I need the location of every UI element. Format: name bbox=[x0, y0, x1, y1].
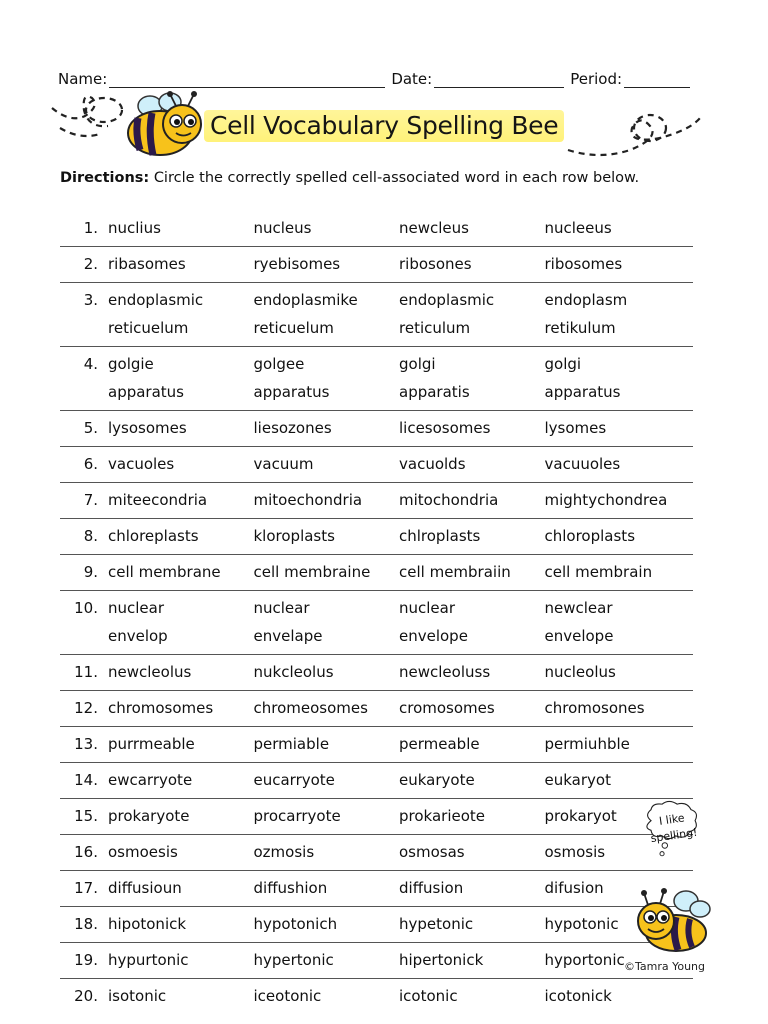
word-text: chromosones bbox=[544, 699, 645, 717]
word-option[interactable] bbox=[545, 658, 691, 686]
period-field[interactable] bbox=[624, 69, 690, 88]
word-option[interactable] bbox=[108, 414, 254, 442]
word-row bbox=[60, 247, 693, 283]
word-text: ribasomes bbox=[108, 255, 186, 273]
word-text: vacuolds bbox=[399, 455, 466, 473]
word-option[interactable] bbox=[254, 350, 400, 406]
word-option[interactable] bbox=[254, 250, 400, 278]
word-option[interactable] bbox=[545, 522, 691, 550]
word-row bbox=[60, 591, 693, 655]
word-text: golgi bbox=[399, 355, 436, 373]
word-option[interactable] bbox=[545, 414, 691, 442]
name-field[interactable] bbox=[109, 69, 385, 88]
row-number: 19. bbox=[74, 951, 98, 969]
word-option[interactable] bbox=[108, 730, 254, 758]
word-text: cell membrane bbox=[108, 563, 221, 581]
word-text: procarryote bbox=[253, 807, 341, 825]
word-text: chlroplasts bbox=[399, 527, 481, 545]
word-option[interactable] bbox=[399, 838, 545, 866]
word-text: difusion bbox=[544, 879, 604, 897]
word-option[interactable] bbox=[399, 730, 545, 758]
word-row bbox=[60, 871, 693, 907]
word-option[interactable] bbox=[254, 486, 400, 514]
word-text: osmosis bbox=[544, 843, 606, 861]
word-text: apparatus bbox=[108, 383, 184, 401]
word-option[interactable] bbox=[108, 982, 254, 1010]
word-text: permeable bbox=[399, 735, 480, 753]
word-option[interactable] bbox=[399, 982, 545, 1010]
word-option[interactable] bbox=[108, 874, 254, 902]
word-text: chromosomes bbox=[108, 699, 214, 717]
word-option[interactable] bbox=[545, 250, 691, 278]
word-text: icotonick bbox=[544, 987, 612, 1005]
word-text: miteecondria bbox=[108, 491, 208, 509]
word-text: mitochondria bbox=[399, 491, 499, 509]
row-number: 15. bbox=[74, 807, 98, 825]
word-option[interactable] bbox=[254, 982, 400, 1010]
word-row bbox=[60, 555, 693, 591]
word-option[interactable] bbox=[399, 250, 545, 278]
word-text: diffushion bbox=[253, 879, 328, 897]
word-row bbox=[60, 655, 693, 691]
word-text: prokarieote bbox=[399, 807, 486, 825]
word-row bbox=[60, 447, 693, 483]
word-option[interactable] bbox=[254, 658, 400, 686]
word-option[interactable] bbox=[545, 286, 691, 342]
word-option[interactable] bbox=[254, 730, 400, 758]
word-option[interactable] bbox=[254, 946, 400, 974]
word-option[interactable] bbox=[399, 594, 545, 650]
word-text: golgie bbox=[108, 355, 154, 373]
word-row bbox=[60, 835, 693, 871]
word-text: hyportonic bbox=[544, 951, 625, 969]
word-text: retikulum bbox=[544, 319, 616, 337]
word-option[interactable] bbox=[545, 982, 691, 1010]
word-text: hypotonich bbox=[253, 915, 338, 933]
word-text: apparatus bbox=[253, 383, 330, 401]
word-text: endoplasm bbox=[544, 291, 628, 309]
word-row bbox=[60, 799, 693, 835]
word-text: mitoechondria bbox=[253, 491, 363, 509]
word-text: newcleoluss bbox=[399, 663, 491, 681]
word-option[interactable] bbox=[108, 838, 254, 866]
word-text: chloreplasts bbox=[108, 527, 199, 545]
word-text: ozmosis bbox=[253, 843, 315, 861]
word-option[interactable] bbox=[254, 838, 400, 866]
row-number: 11. bbox=[74, 663, 98, 681]
word-option[interactable] bbox=[399, 450, 545, 478]
word-option[interactable] bbox=[254, 874, 400, 902]
word-text: eucarryote bbox=[253, 771, 335, 789]
date-field[interactable] bbox=[434, 69, 564, 88]
directions-text: Circle the correctly spelled cell-associated word in each row below. bbox=[153, 170, 640, 186]
word-option[interactable] bbox=[254, 594, 400, 650]
word-option[interactable] bbox=[254, 802, 400, 830]
word-option[interactable] bbox=[108, 486, 254, 514]
word-text: reticuelum bbox=[253, 319, 334, 337]
row-number: 13. bbox=[74, 735, 98, 753]
row-number: 12. bbox=[74, 699, 98, 717]
word-option[interactable] bbox=[108, 558, 254, 586]
word-option[interactable] bbox=[254, 910, 400, 938]
word-text: nuclius bbox=[108, 219, 161, 237]
word-option[interactable] bbox=[399, 558, 545, 586]
row-number: 3. bbox=[83, 291, 98, 309]
period-label: Period: bbox=[570, 70, 623, 88]
word-list bbox=[60, 211, 693, 1014]
word-text: cromosomes bbox=[399, 699, 495, 717]
word-text: iceotonic bbox=[253, 987, 322, 1005]
copyright: ©Tamra Young bbox=[623, 960, 705, 973]
row-number: 7. bbox=[83, 491, 98, 509]
word-row bbox=[60, 347, 693, 411]
word-text: liesozones bbox=[253, 419, 332, 437]
word-row bbox=[60, 979, 693, 1014]
word-text: nuclear bbox=[253, 599, 310, 617]
word-option[interactable] bbox=[399, 694, 545, 722]
word-text: osmosas bbox=[399, 843, 465, 861]
word-text: newcleolus bbox=[108, 663, 192, 681]
bee-icon bbox=[630, 875, 714, 955]
word-text: endoplasmike bbox=[253, 291, 358, 309]
word-option[interactable] bbox=[545, 486, 691, 514]
word-option[interactable] bbox=[399, 286, 545, 342]
word-option[interactable] bbox=[254, 694, 400, 722]
word-text: envelop bbox=[108, 627, 168, 645]
word-option[interactable] bbox=[108, 594, 254, 650]
word-option[interactable] bbox=[108, 286, 254, 342]
word-option[interactable] bbox=[545, 694, 691, 722]
bubble-line-1: I like bbox=[658, 811, 686, 828]
word-text: cell membraiin bbox=[399, 563, 511, 581]
word-text: reticuelum bbox=[108, 319, 189, 337]
row-number: 4. bbox=[83, 355, 98, 373]
word-text: ribosones bbox=[399, 255, 472, 273]
word-text: reticulum bbox=[399, 319, 471, 337]
word-text: nuclear bbox=[108, 599, 165, 617]
word-row bbox=[60, 691, 693, 727]
row-number: 18. bbox=[74, 915, 98, 933]
word-option[interactable] bbox=[399, 802, 545, 830]
row-number: 10. bbox=[74, 599, 98, 617]
row-number: 8. bbox=[83, 527, 98, 545]
word-text: vacuuoles bbox=[544, 455, 621, 473]
word-text: diffusion bbox=[399, 879, 464, 897]
word-text: envelope bbox=[544, 627, 614, 645]
word-text: chromeosomes bbox=[253, 699, 368, 717]
word-text: permiuhble bbox=[544, 735, 630, 753]
word-text: envelape bbox=[253, 627, 323, 645]
row-number: 20. bbox=[74, 987, 98, 1005]
page-title: Cell Vocabulary Spelling Bee bbox=[204, 110, 564, 142]
word-option[interactable] bbox=[545, 558, 691, 586]
word-text: licesosomes bbox=[399, 419, 491, 437]
word-option[interactable] bbox=[108, 350, 254, 406]
word-text: lysomes bbox=[544, 419, 607, 437]
word-option[interactable] bbox=[108, 250, 254, 278]
directions bbox=[60, 170, 639, 186]
word-option[interactable] bbox=[254, 414, 400, 442]
word-text: vacuoles bbox=[108, 455, 175, 473]
row-number: 14. bbox=[74, 771, 98, 789]
word-text: purrmeable bbox=[108, 735, 195, 753]
word-text: hipotonick bbox=[108, 915, 187, 933]
word-text: kloroplasts bbox=[253, 527, 335, 545]
word-text: eukaryot bbox=[544, 771, 611, 789]
word-row bbox=[60, 411, 693, 447]
word-text: ribosomes bbox=[544, 255, 623, 273]
word-option[interactable] bbox=[108, 802, 254, 830]
word-text: hypotonic bbox=[544, 915, 619, 933]
word-text: icotonic bbox=[399, 987, 458, 1005]
word-option[interactable] bbox=[108, 450, 254, 478]
word-option[interactable] bbox=[108, 766, 254, 794]
name-label: Name: bbox=[58, 70, 108, 88]
word-option[interactable] bbox=[399, 946, 545, 974]
word-text: endoplasmic bbox=[108, 291, 204, 309]
word-option[interactable] bbox=[254, 450, 400, 478]
bubble-line-2: spelling! bbox=[649, 825, 699, 846]
header-line bbox=[58, 62, 708, 88]
row-number: 2. bbox=[83, 255, 98, 273]
word-option[interactable] bbox=[545, 450, 691, 478]
word-text: newcleus bbox=[399, 219, 469, 237]
word-text: newclear bbox=[544, 599, 613, 617]
row-number: 17. bbox=[74, 879, 98, 897]
word-text: eukaryote bbox=[399, 771, 475, 789]
word-row bbox=[60, 211, 693, 247]
word-text: golgi bbox=[544, 355, 582, 373]
word-option[interactable] bbox=[399, 910, 545, 938]
word-option[interactable] bbox=[399, 350, 545, 406]
word-text: nucleolus bbox=[544, 663, 616, 681]
word-option[interactable] bbox=[399, 414, 545, 442]
word-option[interactable] bbox=[108, 658, 254, 686]
word-text: diffusioun bbox=[108, 879, 182, 897]
word-option[interactable] bbox=[108, 946, 254, 974]
row-number: 6. bbox=[83, 455, 98, 473]
word-option[interactable] bbox=[399, 214, 545, 242]
word-row bbox=[60, 283, 693, 347]
word-text: nuclear bbox=[399, 599, 456, 617]
word-row bbox=[60, 907, 693, 943]
word-option[interactable] bbox=[399, 522, 545, 550]
word-option[interactable] bbox=[399, 486, 545, 514]
word-text: ryebisomes bbox=[253, 255, 341, 273]
word-option[interactable] bbox=[545, 594, 691, 650]
word-option[interactable] bbox=[399, 874, 545, 902]
word-option[interactable] bbox=[545, 730, 691, 758]
directions-label: Directions: bbox=[60, 170, 150, 186]
word-row bbox=[60, 483, 693, 519]
word-text: golgee bbox=[253, 355, 305, 373]
date-label: Date: bbox=[391, 70, 433, 88]
word-text: prokaryote bbox=[108, 807, 190, 825]
word-option[interactable] bbox=[254, 522, 400, 550]
word-text: permiable bbox=[253, 735, 330, 753]
word-text: nucleus bbox=[253, 219, 312, 237]
word-text: hypetonic bbox=[399, 915, 474, 933]
word-text: nucleeus bbox=[544, 219, 612, 237]
word-row bbox=[60, 943, 693, 979]
row-number: 16. bbox=[74, 843, 98, 861]
word-text: ewcarryote bbox=[108, 771, 193, 789]
row-number: 1. bbox=[83, 219, 98, 237]
word-text: cell membraine bbox=[253, 563, 371, 581]
word-option[interactable] bbox=[108, 910, 254, 938]
word-option[interactable] bbox=[108, 694, 254, 722]
word-option[interactable] bbox=[545, 350, 691, 406]
word-text: mightychondrea bbox=[544, 491, 668, 509]
word-text: prokaryot bbox=[544, 807, 617, 825]
word-text: lysosomes bbox=[108, 419, 187, 437]
word-option[interactable] bbox=[254, 214, 400, 242]
word-text: hypertonic bbox=[253, 951, 334, 969]
word-text: isotonic bbox=[108, 987, 167, 1005]
word-option[interactable] bbox=[254, 766, 400, 794]
word-row bbox=[60, 727, 693, 763]
word-text: apparatis bbox=[399, 383, 470, 401]
row-number: 9. bbox=[83, 563, 98, 581]
word-text: cell membrain bbox=[544, 563, 653, 581]
word-option[interactable] bbox=[399, 766, 545, 794]
word-text: envelope bbox=[399, 627, 468, 645]
word-option[interactable] bbox=[108, 214, 254, 242]
word-row bbox=[60, 763, 693, 799]
word-text: nukcleolus bbox=[253, 663, 334, 681]
word-option[interactable] bbox=[254, 286, 400, 342]
word-option[interactable] bbox=[545, 766, 691, 794]
row-number: 5. bbox=[83, 419, 98, 437]
word-text: vacuum bbox=[253, 455, 314, 473]
word-option[interactable] bbox=[108, 522, 254, 550]
word-row bbox=[60, 519, 693, 555]
word-option[interactable] bbox=[254, 558, 400, 586]
word-text: hipertonick bbox=[399, 951, 484, 969]
word-text: osmoesis bbox=[108, 843, 178, 861]
word-text: endoplasmic bbox=[399, 291, 495, 309]
word-text: apparatus bbox=[544, 383, 621, 401]
word-option[interactable] bbox=[399, 658, 545, 686]
word-text: chloroplasts bbox=[544, 527, 636, 545]
word-text: hypurtonic bbox=[108, 951, 189, 969]
word-option[interactable] bbox=[545, 214, 691, 242]
